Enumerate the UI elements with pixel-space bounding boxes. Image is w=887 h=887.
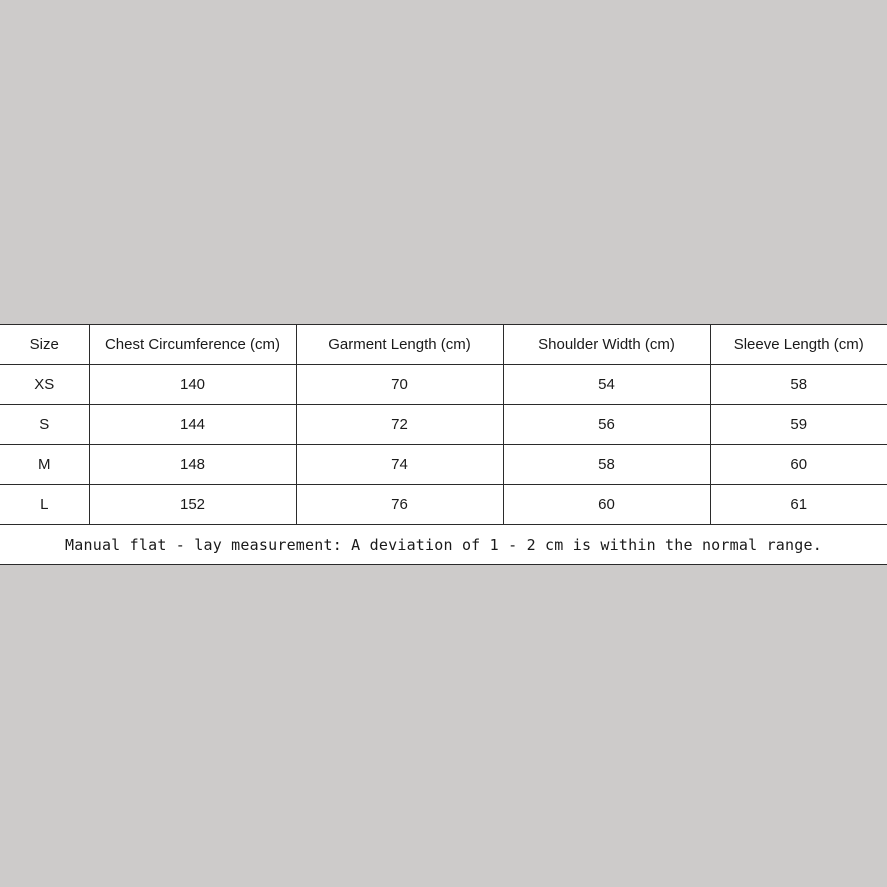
cell-chest-circumference: 144	[89, 405, 296, 445]
measurement-note-row	[0, 525, 887, 565]
cell-sleeve-length: 60	[710, 445, 887, 485]
size-chart-container	[0, 324, 887, 565]
table-header	[0, 325, 887, 365]
cell-garment-length: 70	[296, 365, 503, 405]
measurement-note: Manual flat - lay measurement: A deviation of 1 - 2 cm is within the normal range.	[0, 525, 887, 565]
cell-shoulder-width: 60	[503, 485, 710, 525]
cell-garment-length: 72	[296, 405, 503, 445]
cell-shoulder-width: 56	[503, 405, 710, 445]
table-row	[0, 405, 887, 445]
column-header-chest-circumference: Chest Circumference (cm)	[89, 325, 296, 365]
size-chart-table	[0, 324, 887, 565]
cell-sleeve-length: 59	[710, 405, 887, 445]
cell-chest-circumference: 140	[89, 365, 296, 405]
column-header-garment-length: Garment Length (cm)	[296, 325, 503, 365]
column-header-shoulder-width: Shoulder Width (cm)	[503, 325, 710, 365]
table-row	[0, 485, 887, 525]
table-row	[0, 445, 887, 485]
cell-sleeve-length: 61	[710, 485, 887, 525]
cell-shoulder-width: 58	[503, 445, 710, 485]
table-header-row	[0, 325, 887, 365]
cell-size: S	[0, 405, 89, 445]
cell-chest-circumference: 148	[89, 445, 296, 485]
cell-shoulder-width: 54	[503, 365, 710, 405]
cell-garment-length: 74	[296, 445, 503, 485]
table-body	[0, 365, 887, 565]
cell-size: M	[0, 445, 89, 485]
table-row	[0, 365, 887, 405]
cell-sleeve-length: 58	[710, 365, 887, 405]
cell-size: L	[0, 485, 89, 525]
cell-garment-length: 76	[296, 485, 503, 525]
cell-size: XS	[0, 365, 89, 405]
column-header-sleeve-length: Sleeve Length (cm)	[710, 325, 887, 365]
column-header-size: Size	[0, 325, 89, 365]
cell-chest-circumference: 152	[89, 485, 296, 525]
